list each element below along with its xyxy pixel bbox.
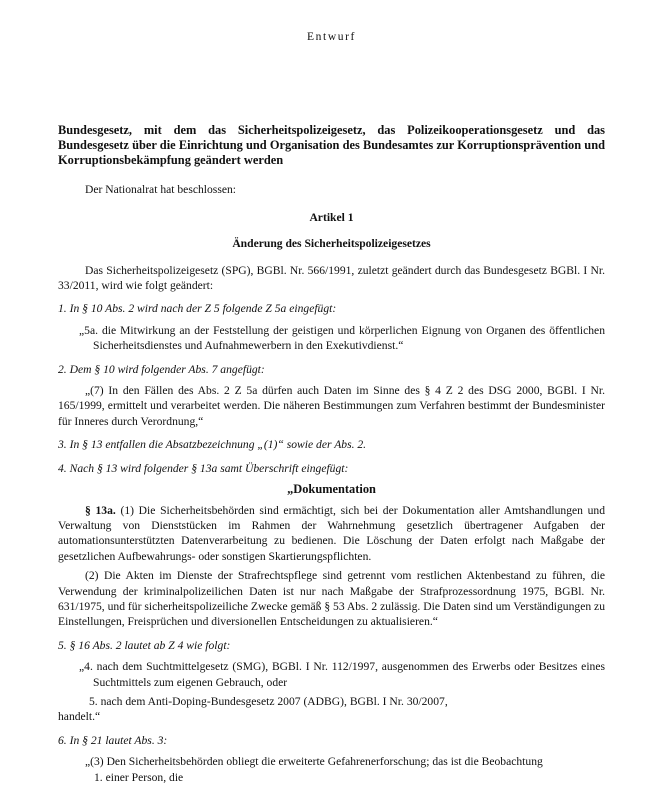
amendment-6-item-1: 1. einer Person, die [94,770,184,784]
article-number: Artikel 1 [309,210,354,224]
amendment-5: 5. § 16 Abs. 2 lautet ab Z 4 wie folgt: [58,638,231,652]
amendment-2-text: „(7) In den Fällen des Abs. 2 Z 5a dürfen auch Daten im Sinne des § 4 Z 2 des DSG 2000, BGBl. I Nr. 165/1999, ermittelt und verarbeitet werden. Die näheren Bestimmungen zum Verfahren bestimmt der Bundesminister für Inneres durch Verordnung,“ [58,384,605,428]
section-label: § 13a. [85,503,116,517]
amendment-5-item-4: „4. nach dem Suchtmittelgesetz (SMG), BGBl. I Nr. 112/1997, ausgenommen des Erwerbs oder Besitzes eines Suchtmittels zum eigenen Gebrauch, oder [79,660,605,689]
amendment-3: 3. In § 13 entfallen die Absatzbezeichnung „(1)“ sowie der Abs. 2. [58,438,367,452]
article-preamble: Das Sicherheitspolizeigesetz (SPG), BGBl. Nr. 566/1991, zuletzt geändert durch das Bundesgesetz BGBl. I Nr. 33/2011, wird wie folgt geändert: [58,263,605,293]
article-heading: Änderung des Sicherheitspolizeigesetzes [232,237,431,251]
amendment-5-end: handelt.“ [58,710,101,724]
amendment-1-text: „5a. die Mitwirkung an der Feststellung der geistigen und körperlichen Eignung von Organen des öffentlichen Sicherheitsdienstes und Aufnahmewerbern in den Exekutivdienst.“ [79,323,605,353]
amendment-5-item-5: 5. nach dem Anti-Doping-Bundesgesetz 2007 (ADBG), BGBl. I Nr. 30/2007, [89,694,448,708]
amendment-6-text: „(3) Den Sicherheitsbehörden obliegt die erweiterte Gefahrenerforschung; das ist die Beobachtung [85,755,543,769]
section-13a-para-1 [58,503,605,565]
law-title: Bundesgesetz, mit dem das Sicherheitspolizeigesetz, das Polizeikooperationsgesetz und das Bundesgesetz über die Einrichtung und Organisation des Bundesamtes zur Korruptionsprävention und Korruptionsbekämpfung geändert werden [58,123,605,168]
intro-text: Der Nationalrat hat beschlossen: [85,183,236,197]
amendment-6: 6. In § 21 lautet Abs. 3: [58,733,168,747]
amendment-2: 2. Dem § 10 wird folgender Abs. 7 angefügt: [58,362,265,376]
amendment-1: 1. In § 10 Abs. 2 wird nach der Z 5 folgende Z 5a eingefügt: [58,302,337,316]
section-13a-para-1-text: (1) Die Sicherheitsbehörden sind ermächtigt, sich bei der Dokumentation aller Amtshandlungen und Verwaltung von Dienststücken im Rahmen der Wahrnehmung gesetzlich übertragener Aufgaben der automationsunterstützten Datenverarbeitung zu bedienen. Die Löschung der Daten erfolgt nach Maßgabe der gesetzlichen Aufbewahrungs- oder sonstigen Skartierungspflichten. [58,503,606,563]
draft-header: Entwurf [307,31,356,43]
amendment-4: 4. Nach § 13 wird folgender § 13a samt Überschrift eingefügt: [58,461,349,475]
section-13a-para-2: (2) Die Akten im Dienste der Strafrechtspflege sind getrennt vom restlichen Aktenbestand zu führen, die Verwendung der kriminalpolizeilichen Daten ist nur nach Maßgabe der Strafprozessordnung 1975, BGBl. Nr. 631/1975, und für sicherheitspolizeiliche Zwecke gemäß § 53 Abs. 2 zulässig. Die Daten sind um Verständigungen zu Einstellungen, Freisprüchen und diversionellen Entscheidungen zu aktualisieren.“ [58,569,605,629]
section-heading-dokumentation: „Dokumentation [287,482,376,497]
